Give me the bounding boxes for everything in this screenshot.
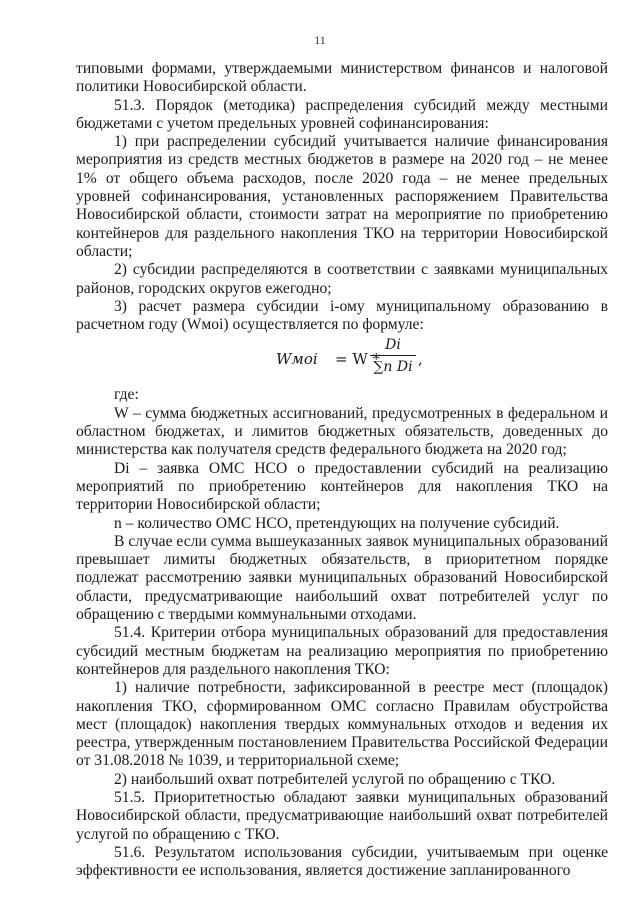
definition-n: n – количество ОМС НСО, претендующих на получение субсидий. bbox=[114, 514, 560, 532]
paragraph-51-4: 51.4. Критерии отбора муниципальных образований для предоставления субсидий местным бюджетам на реализацию мероприятия по приобретению контейнеров для раздельного накопления ТКО: bbox=[76, 624, 608, 678]
paragraph-item-2: 2) субсидии распределяются в соответствии с заявками муниципальных районов, городских округов ежегодно; bbox=[76, 261, 608, 297]
paragraph-51-5: 51.5. Приоритетностью обладают заявки муниципальных образований Новосибирской области, предусматривающие наибольший охват потребителей услугой по обращению с ТКО. bbox=[76, 788, 608, 843]
paragraph-51-6: 51.6. Результатом использования субсидии, учитываемым при оценке эффективности ее использования, является достижение запланированного bbox=[76, 843, 608, 880]
paragraph-item-3: 3) расчет размера субсидии i-ому муниципальному образованию в расчетном году (Wмоi) осуществляется по формуле: bbox=[76, 297, 608, 334]
formula-comma: , bbox=[418, 350, 423, 369]
criterion-1: 1) наличие потребности, зафиксированной в реестре мест (площадок) накопления ТКО, сформированном ОМС согласно Правилам обустройства мест (площадок) накопления твердых коммунальных отходов и ведения их реестра, утвержденным постановлением Правительства Российской Федерации от 31.08.2018 № 1039, и территориальной схеме; bbox=[76, 679, 608, 770]
paragraph-51-3: 51.3. Порядок (методика) распределения субсидий между местными бюджетами с учетом предельных уровней софинансирования: bbox=[76, 96, 608, 132]
definition-di: Di – заявка ОМС НСО о предоставлении субсидий на реализацию мероприятий по приобретению контейнеров для накопления ТКО на территории Новосибирской области; bbox=[76, 459, 608, 514]
formula-denominator: ∑n Di bbox=[373, 359, 413, 376]
formula-fraction bbox=[370, 336, 416, 376]
formula-equals: = W * bbox=[335, 350, 381, 369]
fraction-bar bbox=[370, 355, 416, 356]
criterion-2: 2) наибольший охват потребителей услугой по обращению с ТКО. bbox=[114, 770, 556, 788]
paragraph-item-1: 1) при распределении субсидий учитывается наличие финансирования мероприятия из средств местных бюджетов в размере на 2020 год – не менее 1% от общего объема расходов, после 2020 года – не менее предельных уровней софинансирования, установленных распоряжением Правительства Новосибирской области, стоимости затрат на мероприятие по приобретению контейнеров для раздельного накопления ТКО на территории Новосибирской области; bbox=[76, 133, 608, 260]
definition-w: W – сумма бюджетных ассигнований, предусмотренных в федеральном и областном бюджетах, и лимитов бюджетных обязательств, доведенных до министерства как получателя средств федерального бюджета на 2020 год; bbox=[76, 404, 608, 459]
formula-lhs: Wмоi bbox=[276, 350, 318, 369]
subsidy-formula bbox=[76, 334, 608, 386]
document-body bbox=[76, 60, 608, 880]
formula-numerator: Di bbox=[385, 337, 401, 354]
where-label: где: bbox=[114, 386, 139, 404]
paragraph-priority-case: В случае если сумма вышеуказанных заявок муниципальных образований превышает лимиты бюджетных обязательств, в приоритетном порядке подлежат рассмотрению заявки муниципальных образований Новосибирской области, предусматривающие наибольший охват потребителей услуг по обращению с твердыми коммунальными отходами. bbox=[76, 532, 608, 624]
paragraph-continuation: типовыми формами, утверждаемыми министерством финансов и налоговой политики Новосибирской области. bbox=[76, 60, 608, 96]
page-number: 11 bbox=[314, 33, 326, 47]
